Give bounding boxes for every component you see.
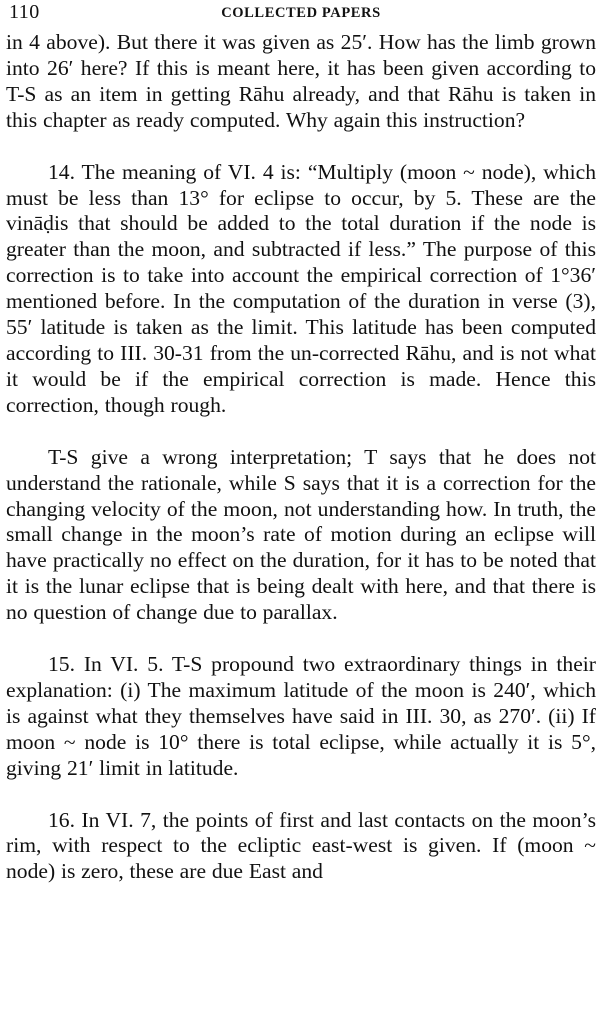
- page-number: 110: [9, 1, 40, 23]
- paragraph-ts-interpretation: T-S give a wrong interpretation; T says that he does not understand the rationale, while S says that it is a correction for the changing velocity of the moon, not understanding how. In truth, the small change in the moon’s rate of motion during an eclipse will have practically no effect on the duration, for it has to be noted that it is the lunar eclipse that is being dealt with here, and that there is no question of change due to parallax.: [6, 444, 596, 625]
- body-text: [6, 30, 596, 885]
- running-title: COLLECTED PAPERS: [221, 5, 381, 21]
- paragraph-16: 16. In VI. 7, the points of first and last contacts on the moon’s rim, with respect to the ecliptic east-west is given. If (moon ~ node) is zero, these are due East and: [6, 807, 596, 884]
- running-head: [6, 0, 596, 30]
- paragraph-14: 14. The meaning of VI. 4 is: “Multiply (moon ~ node), which must be less than 13° for eclipse to occur, by 5. These are the vināḍis that should be added to the total duration if the node is greater than the moon, and subtracted if less.” The purpose of this correction is to take into account the empirical correction of 1°36′ mentioned before. In the computation of the duration in verse (3), 55′ latitude is taken as the limit. This latitude has been computed according to III. 30-31 from the un-corrected Rāhu, and is not what it would be if the empirical correction is made. Hence this correction, though rough.: [6, 159, 596, 417]
- paragraph-continuation: in 4 above). But there it was given as 25′. How has the limb grown into 26′ here? If this is meant here, it has been given according to T-S as an item in getting Rāhu already, and that Rāhu is taken in this chapter as ready computed. Why again this instruction?: [6, 30, 596, 132]
- paragraph-15: 15. In VI. 5. T-S propound two extraordinary things in their explanation: (i) The maximum latitude of the moon is 240′, which is against what they themselves have said in III. 30, as 270′. (ii) If moon ~ node is 10° there is total eclipse, while actually it is 5°, giving 21′ limit in latitude.: [6, 652, 596, 780]
